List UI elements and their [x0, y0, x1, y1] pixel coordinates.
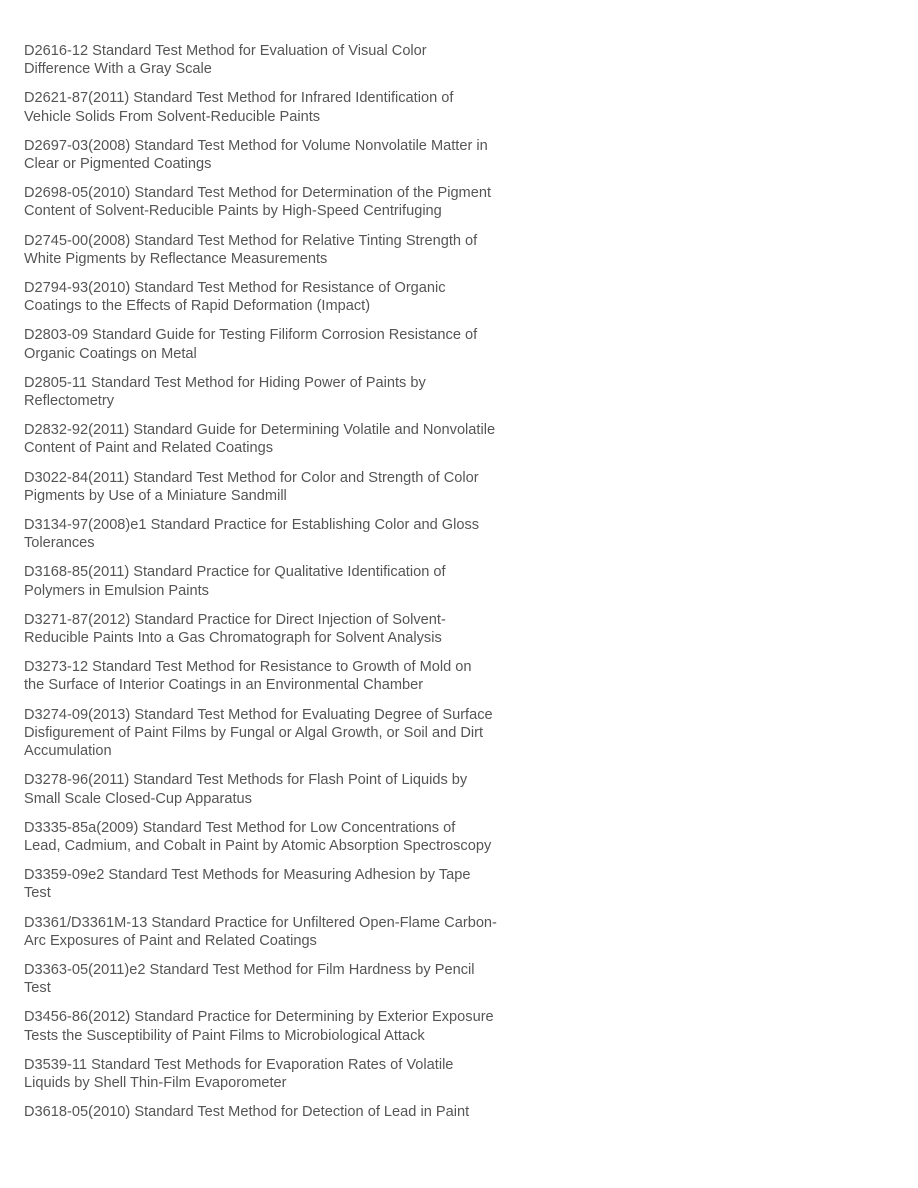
- standard-entry: D3278-96(2011) Standard Test Methods for Flash Point of Liquids by Small Scale Closed-Cup Apparatus: [24, 772, 468, 807]
- standards-list: [24, 42, 554, 1132]
- standard-entry: D2803-09 Standard Guide for Testing Filiform Corrosion Resistance of Organic Coatings on Metal: [24, 327, 478, 362]
- standard-entry: D2805-11 Standard Test Method for Hiding Power of Paints by Reflectometry: [24, 374, 426, 410]
- standard-entry: D3363-05(2011)e2 Standard Test Method for Film Hardness by Pencil Test: [24, 961, 475, 997]
- standard-entry: D3618-05(2010) Standard Test Method for Detection of Lead in Paint: [24, 1104, 470, 1121]
- standard-entry: D3359-09e2 Standard Test Methods for Measuring Adhesion by Tape Test: [24, 867, 471, 902]
- standard-entry: D2616-12 Standard Test Method for Evaluation of Visual Color Difference With a Gray Scale: [24, 43, 427, 78]
- standard-entry: D2621-87(2011) Standard Test Method for Infrared Identification of Vehicle Solids From Solvent-Reducible Paints: [24, 90, 454, 125]
- standard-entry: D2832-92(2011) Standard Guide for Determining Volatile and Nonvolatile Content of Paint and Related Coatings: [24, 422, 496, 457]
- standard-entry: D3168-85(2011) Standard Practice for Qualitative Identification of Polymers in Emulsion Paints: [24, 564, 446, 599]
- standard-entry: D3271-87(2012) Standard Practice for Direct Injection of Solvent- Reducible Paints Into a Gas Chromatograph for Solvent Analysis: [24, 611, 446, 647]
- standard-entry: D3274-09(2013) Standard Test Method for Evaluating Degree of Surface Disfigurement of Paint Films by Fungal or Algal Growth, or Soil and Dirt Accumulation: [24, 706, 493, 760]
- standard-entry: D3335-85a(2009) Standard Test Method for Low Concentrations of Lead, Cadmium, and Cobalt in Paint by Atomic Absorption Spectroscopy: [24, 819, 492, 854]
- standard-entry: D2697-03(2008) Standard Test Method for Volume Nonvolatile Matter in Clear or Pigmented Coatings: [24, 137, 488, 173]
- standard-entry: D3361/D3361M-13 Standard Practice for Unfiltered Open-Flame Carbon- Arc Exposures of Paint and Related Coatings: [24, 914, 497, 949]
- standard-entry: D2698-05(2010) Standard Test Method for Determination of the Pigment Content of Solvent-Reducible Paints by High-Speed Centrifuging: [24, 185, 491, 220]
- standard-entry: D3273-12 Standard Test Method for Resistance to Growth of Mold on the Surface of Interior Coatings in an Environmental Chamber: [24, 659, 472, 694]
- standard-entry: D2745-00(2008) Standard Test Method for Relative Tinting Strength of White Pigments by Reflectance Measurements: [24, 232, 478, 267]
- standard-entry: D3456-86(2012) Standard Practice for Determining by Exterior Exposure Tests the Susceptibility of Paint Films to Microbiological Attack: [24, 1009, 494, 1044]
- standard-entry: D3134-97(2008)e1 Standard Practice for Establishing Color and Gloss Tolerances: [24, 517, 480, 552]
- standard-entry: D3539-11 Standard Test Methods for Evaporation Rates of Volatile Liquids by Shell Thin-Film Evaporometer: [24, 1056, 454, 1091]
- standard-entry: D3022-84(2011) Standard Test Method for Color and Strength of Color Pigments by Use of a Miniature Sandmill: [24, 469, 479, 504]
- standard-entry: D2794-93(2010) Standard Test Method for Resistance of Organic Coatings to the Effects of Rapid Deformation (Impact): [24, 280, 446, 315]
